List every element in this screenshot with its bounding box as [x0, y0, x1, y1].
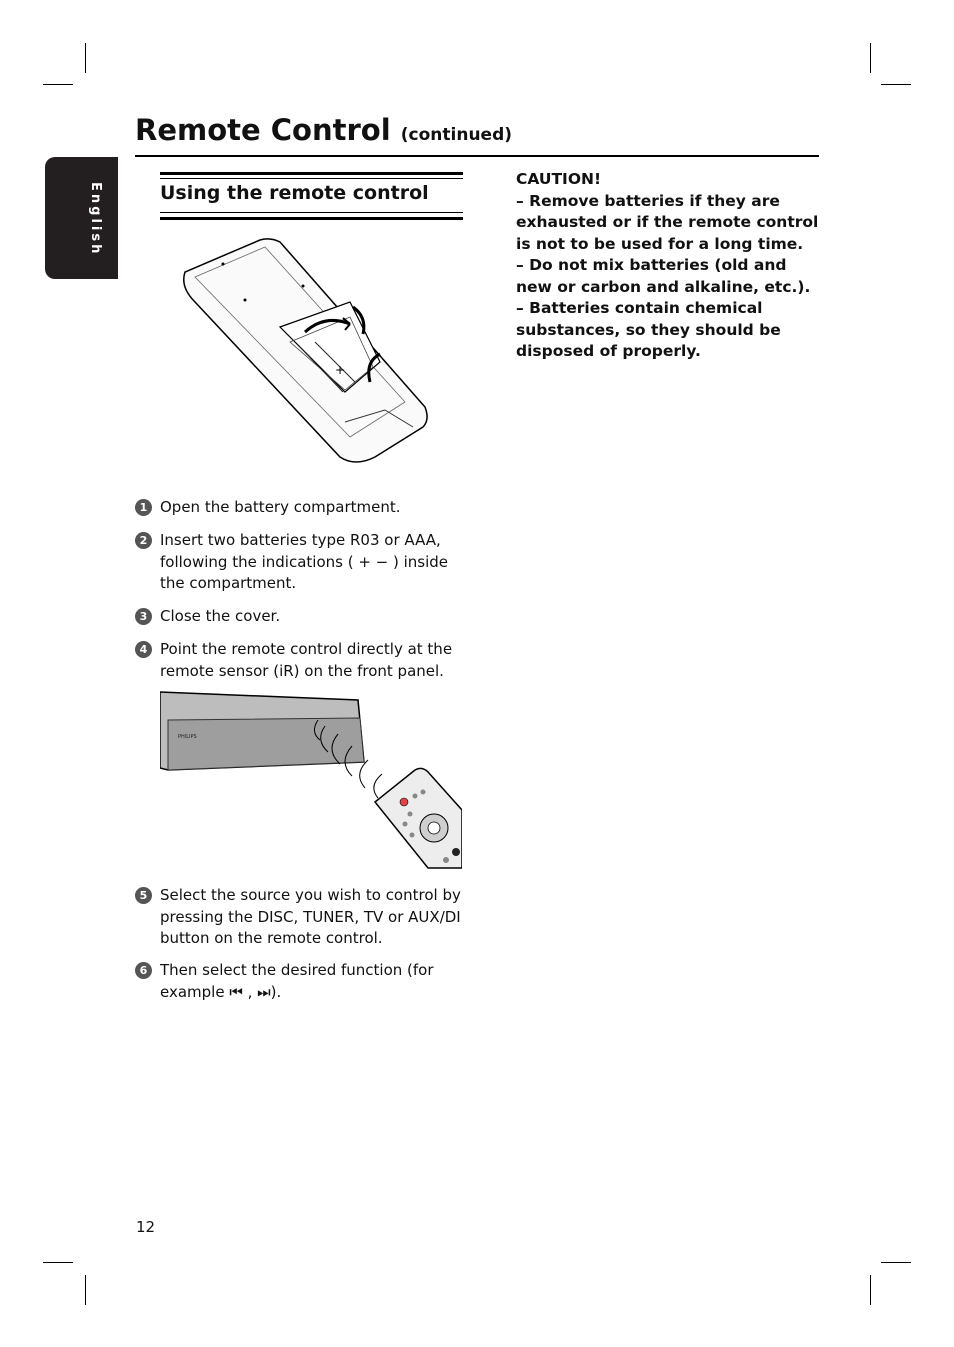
- section-rule-top: [160, 172, 463, 175]
- page-number: 12: [136, 1218, 156, 1236]
- step-item: [135, 639, 465, 682]
- step-text: Point the remote control directly at the remote sensor (iR) on the front panel.: [160, 640, 453, 680]
- section-rule-bottom-thin: [160, 212, 463, 213]
- crop-mark: [881, 1262, 911, 1263]
- step-item: [135, 497, 465, 519]
- crop-mark: [870, 43, 871, 73]
- remote-battery-illustration: [175, 232, 435, 468]
- device-remote-illustration: [160, 690, 462, 870]
- step-text: Close the cover.: [160, 607, 281, 625]
- caution-item: – Remove batteries if they are exhausted or if the remote control is not to be used for a long time.: [516, 191, 819, 253]
- svg-text:+: +: [335, 363, 346, 377]
- step-item: [135, 885, 465, 950]
- title-rule: [135, 155, 819, 157]
- step-text: Then select the desired function (for example ⏮ , ⏭).: [160, 961, 434, 1001]
- step-text: Select the source you wish to control by pressing the DISC, TUNER, TV or AUX/DI button on the remote control.: [160, 886, 461, 947]
- section-rule-bottom: [160, 217, 463, 220]
- crop-mark: [881, 84, 911, 85]
- step-item: [135, 530, 465, 595]
- crop-mark: [43, 1262, 73, 1263]
- caution-label: CAUTION!: [516, 170, 602, 188]
- step-number-badge: 5: [135, 887, 152, 904]
- page-title-continued: (continued): [400, 125, 513, 145]
- crop-mark: [85, 1275, 86, 1305]
- crop-mark: [870, 1275, 871, 1305]
- crop-mark: [43, 84, 73, 85]
- step-text: Open the battery compartment.: [160, 498, 401, 516]
- caution-block: [516, 169, 826, 363]
- caution-item: – Batteries contain chemical substances, so they should be disposed of properly.: [516, 299, 781, 360]
- step-text: Insert two batteries type R03 or AAA, following the indications ( + − ) inside the compartment.: [160, 531, 449, 592]
- step-number-badge: 2: [135, 532, 152, 549]
- language-tab-label: English: [88, 182, 103, 257]
- page-title: [135, 113, 512, 147]
- step-number-badge: 4: [135, 641, 152, 658]
- crop-mark: [85, 43, 86, 73]
- language-tab: [45, 157, 118, 279]
- device-brand: PHILIPS: [178, 734, 197, 740]
- step-number-badge: 1: [135, 499, 152, 516]
- section-rule-top-thin: [160, 178, 463, 179]
- section-heading: Using the remote control: [160, 182, 429, 204]
- step-number-badge: 6: [135, 962, 152, 979]
- step-item: [135, 960, 465, 1003]
- step-number-badge: 3: [135, 608, 152, 625]
- caution-item: – Do not mix batteries (old and new or carbon and alkaline, etc.).: [516, 256, 811, 296]
- step-item: [135, 606, 465, 628]
- page-title-text: Remote Control: [135, 113, 391, 147]
